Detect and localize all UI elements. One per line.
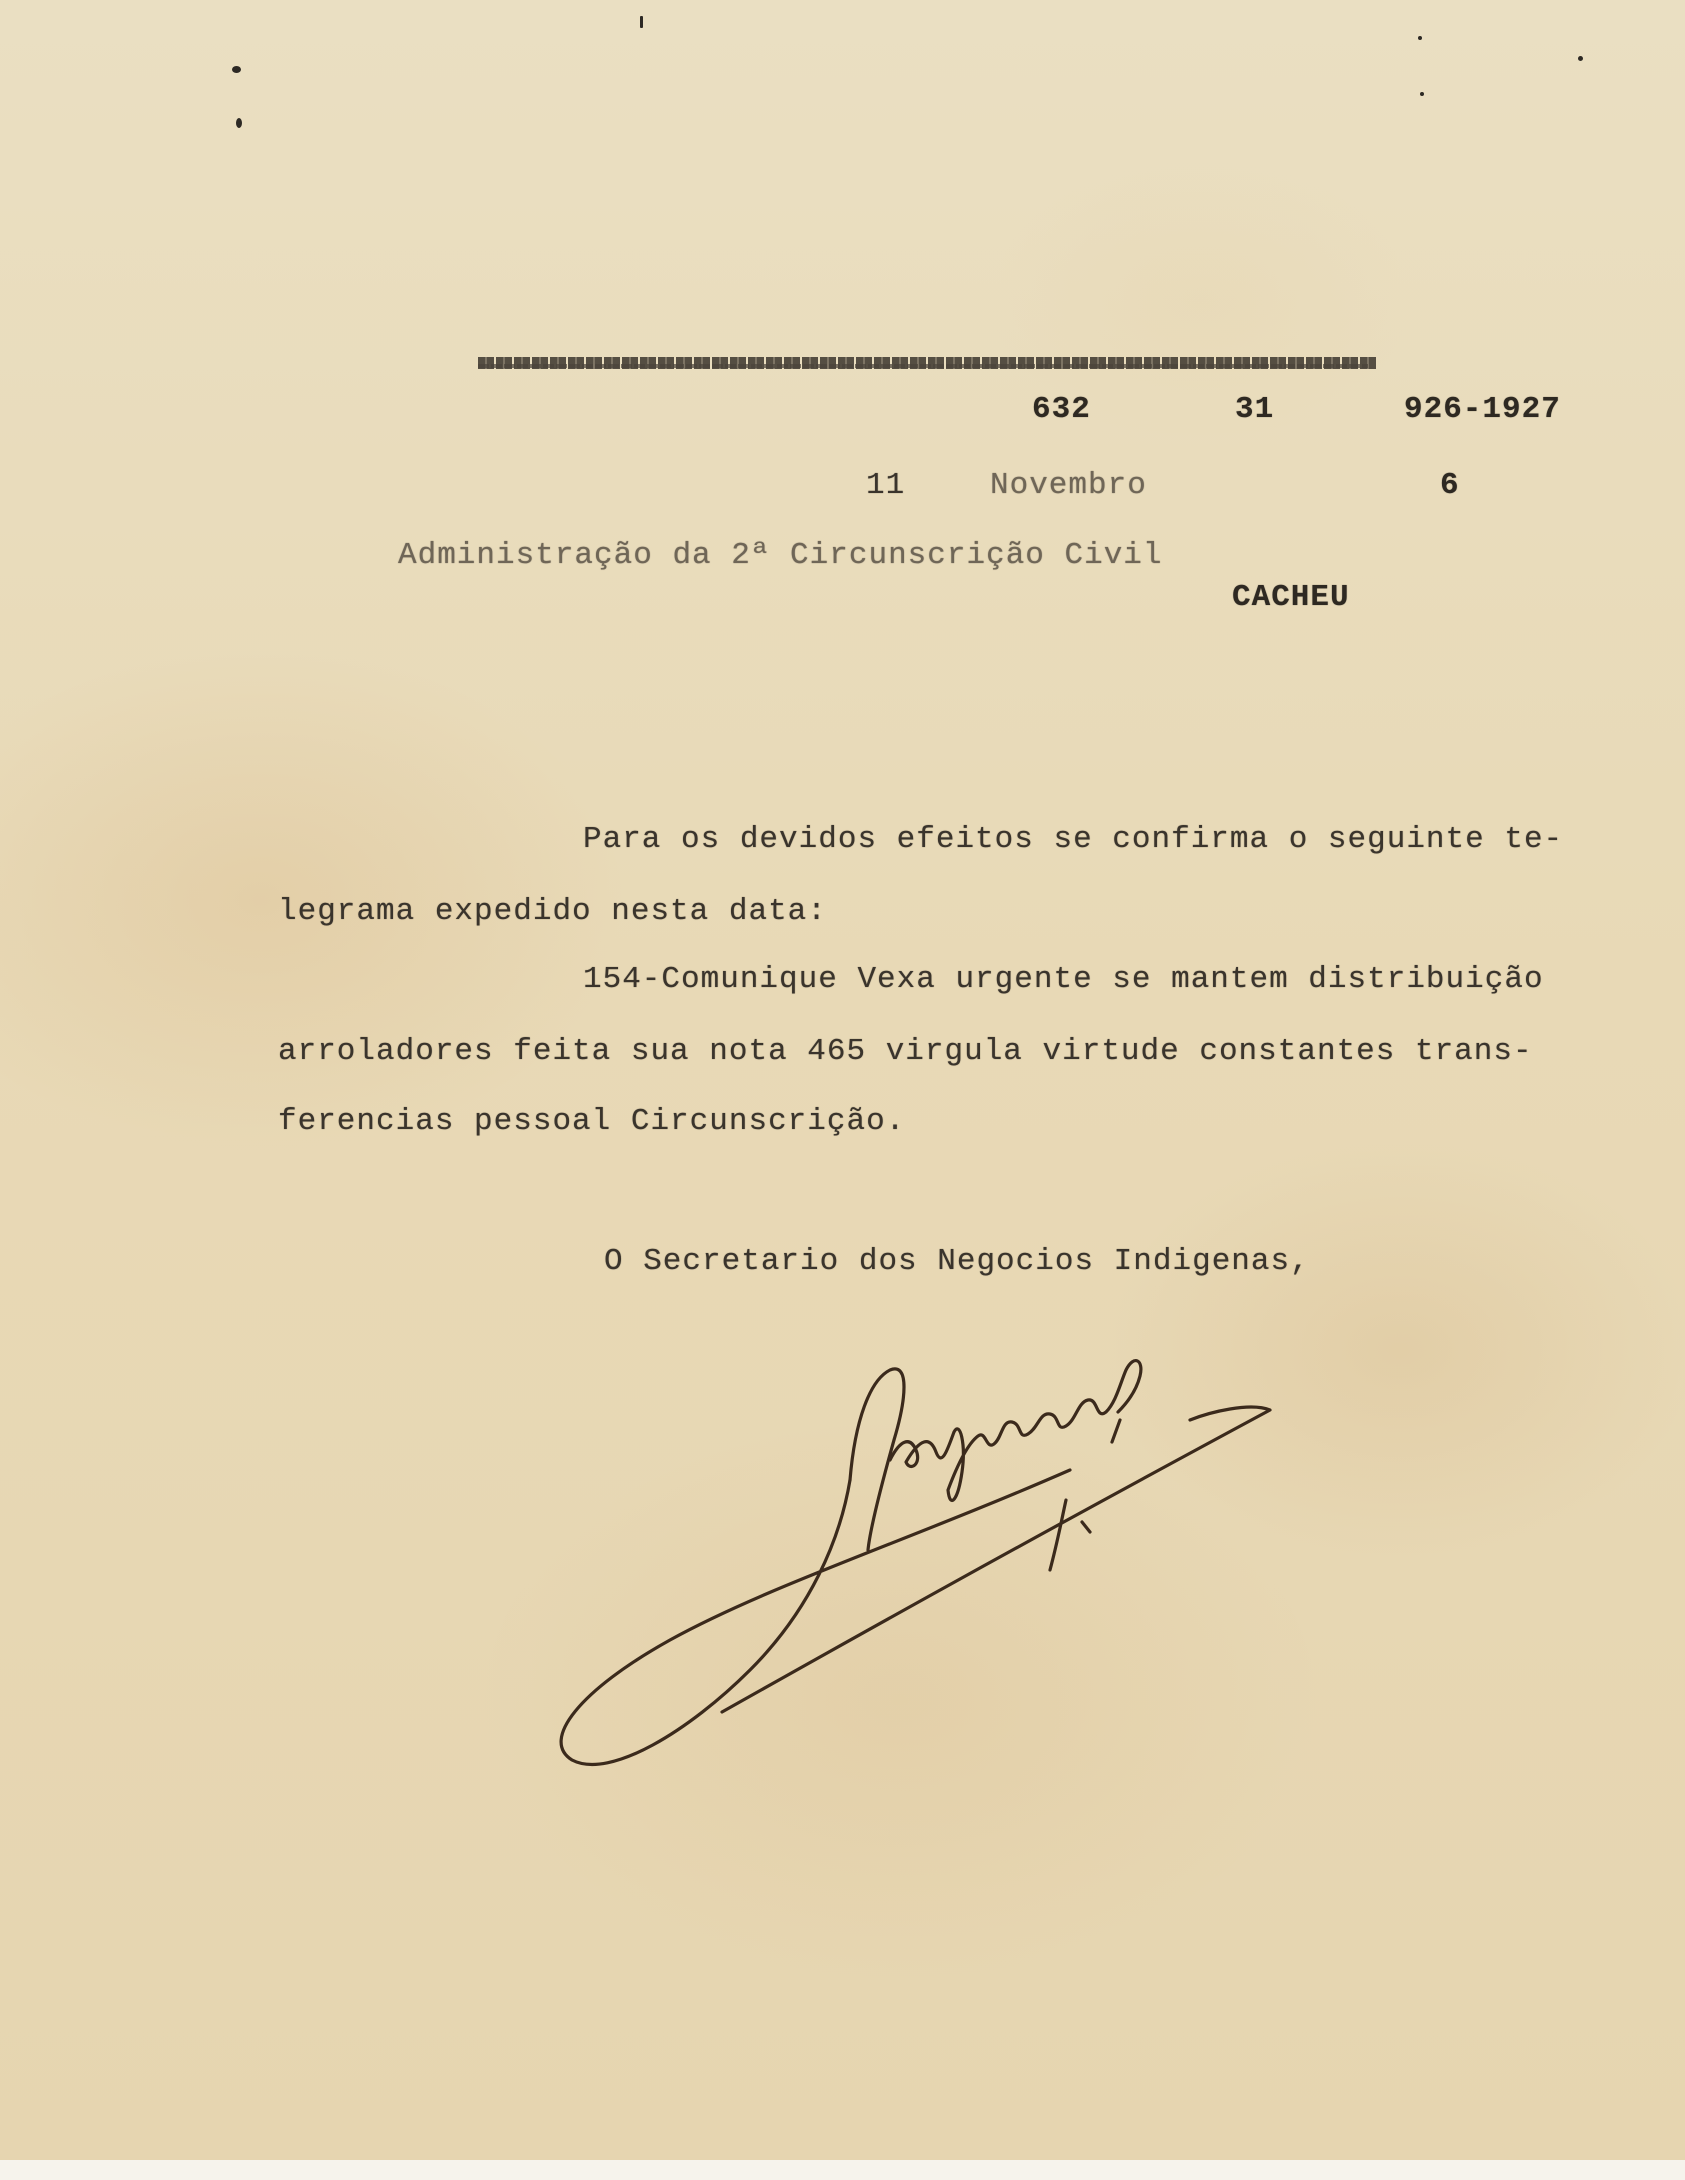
date-day: 11	[866, 468, 906, 503]
handwritten-signature-icon	[550, 1340, 1310, 1810]
ink-speck	[236, 118, 242, 128]
reference-code: 31	[1235, 392, 1275, 427]
addressee-place: CACHEU	[1232, 580, 1350, 615]
ink-speck	[1418, 36, 1422, 40]
body-line: 154-Comunique Vexa urgente se mantem distribuição	[583, 962, 1544, 997]
sequence-number: 6	[1440, 468, 1460, 503]
signoff: O Secretario dos Negocios Indigenas,	[604, 1244, 1310, 1279]
reference-number: 632	[1032, 392, 1091, 427]
ink-speck	[1578, 56, 1583, 61]
body-line: ferencias pessoal Circunscrição.	[278, 1104, 906, 1139]
body-line: Para os devidos efeitos se confirma o seguinte te-	[583, 822, 1564, 857]
page-edge	[0, 2160, 1685, 2180]
ink-speck	[232, 66, 241, 73]
body-line: arroladores feita sua nota 465 virgula virtude constantes trans-	[278, 1034, 1533, 1069]
body-line: legrama expedido nesta data:	[278, 894, 827, 929]
date-month: Novembro	[990, 468, 1147, 503]
ink-speck	[1420, 92, 1424, 96]
reference-years: 926-1927	[1404, 392, 1561, 427]
typed-separator-line	[478, 364, 1368, 368]
addressee-line: Administração da 2ª Circunscrição Civil	[398, 538, 1163, 573]
ink-speck	[640, 16, 643, 28]
